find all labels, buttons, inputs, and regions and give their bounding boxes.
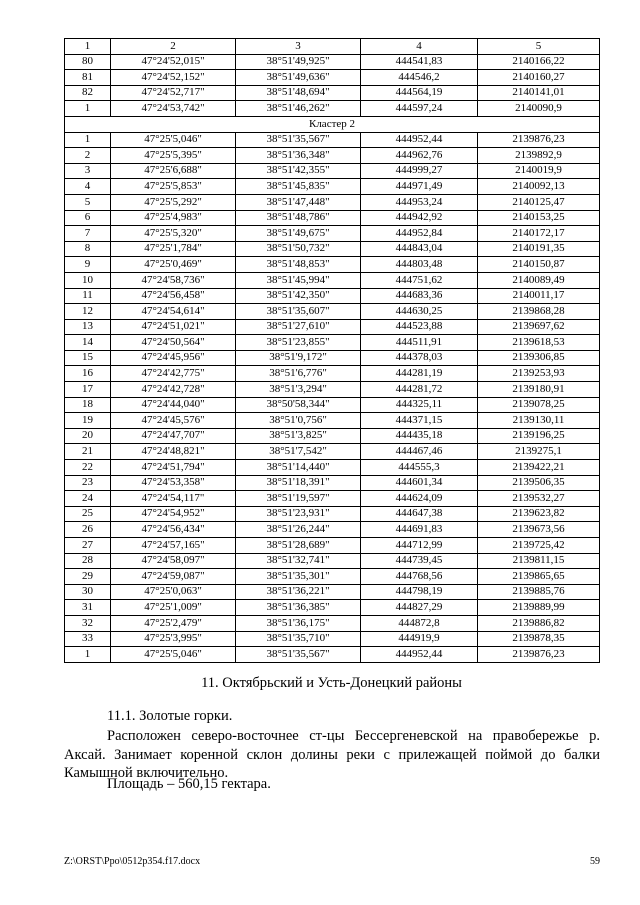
table-cell: 444971,49	[361, 179, 478, 195]
table-cell: 38°51'35,607"	[236, 304, 361, 320]
table-cell: 47°24'45,956"	[111, 350, 236, 366]
table-cell: 38°51'42,350"	[236, 288, 361, 304]
table-cell: 444281,19	[361, 366, 478, 382]
table-row	[65, 460, 600, 476]
table-cell: 2139889,99	[478, 600, 600, 616]
table-cell: 2139506,35	[478, 475, 600, 491]
point-number-cell: 22	[65, 460, 111, 476]
table-cell: 47°24'52,015"	[111, 54, 236, 70]
table-cell: 38°51'26,244"	[236, 522, 361, 538]
point-number-cell: 24	[65, 491, 111, 507]
point-number-cell: 2	[65, 148, 111, 164]
table-row	[65, 335, 600, 351]
header-cell: 3	[236, 39, 361, 55]
point-number-cell: 21	[65, 444, 111, 460]
section-heading: 11. Октябрьский и Усть-Донецкий районы	[201, 675, 462, 691]
table-cell: 38°51'3,294"	[236, 382, 361, 398]
table-row	[65, 413, 600, 429]
table-row	[65, 257, 600, 273]
table-cell: 38°51'49,675"	[236, 226, 361, 242]
table-cell: 2139275,1	[478, 444, 600, 460]
footer-file-path: Z:\ORST\Ppo\0512p354.f17.docx	[64, 856, 201, 867]
table-cell: 47°24'59,087"	[111, 569, 236, 585]
table-row	[65, 522, 600, 538]
point-number-cell: 28	[65, 553, 111, 569]
point-number-cell: 11	[65, 288, 111, 304]
table-cell: 2139868,28	[478, 304, 600, 320]
table-cell: 2140019,9	[478, 163, 600, 179]
table-cell: 444541,83	[361, 54, 478, 70]
table-cell: 38°50'58,344"	[236, 397, 361, 413]
table-cell: 47°25'0,063"	[111, 584, 236, 600]
table-cell: 444281,72	[361, 382, 478, 398]
point-number-cell: 82	[65, 85, 111, 101]
point-number-cell: 1	[65, 132, 111, 148]
point-number-cell: 27	[65, 538, 111, 554]
table-cell: 47°25'0,469"	[111, 257, 236, 273]
point-number-cell: 80	[65, 54, 111, 70]
table-cell: 38°51'48,853"	[236, 257, 361, 273]
point-number-cell: 1	[65, 647, 111, 663]
table-cell: 444872,8	[361, 615, 478, 631]
table-row	[65, 179, 600, 195]
table-cell: 444962,76	[361, 148, 478, 164]
table-row	[65, 600, 600, 616]
table-cell: 47°24'45,576"	[111, 413, 236, 429]
table-cell: 38°51'47,448"	[236, 194, 361, 210]
table-row	[65, 350, 600, 366]
point-number-cell: 18	[65, 397, 111, 413]
table-cell: 47°25'2,479"	[111, 615, 236, 631]
table-cell: 38°51'45,994"	[236, 272, 361, 288]
table-cell: 38°51'35,567"	[236, 132, 361, 148]
table-cell: 47°25'5,046"	[111, 647, 236, 663]
table-cell: 444691,83	[361, 522, 478, 538]
table-cell: 444647,38	[361, 506, 478, 522]
table-row	[65, 397, 600, 413]
table-cell: 38°51'9,172"	[236, 350, 361, 366]
table-row	[65, 553, 600, 569]
table-cell: 444325,11	[361, 397, 478, 413]
subsection-heading: 11.1. Золотые горки.	[107, 708, 233, 724]
table-row	[65, 85, 600, 101]
table-row	[65, 241, 600, 257]
point-number-cell: 81	[65, 70, 111, 86]
table-cell: 2139878,35	[478, 631, 600, 647]
table-cell: 444952,44	[361, 647, 478, 663]
table-cell: 47°24'51,021"	[111, 319, 236, 335]
table-cell: 444378,03	[361, 350, 478, 366]
point-number-cell: 29	[65, 569, 111, 585]
table-cell: 47°24'52,717"	[111, 85, 236, 101]
table-cell: 47°24'50,564"	[111, 335, 236, 351]
table-cell: 444435,18	[361, 428, 478, 444]
table-cell: 2139697,62	[478, 319, 600, 335]
table-cell: 444523,88	[361, 319, 478, 335]
point-number-cell: 6	[65, 210, 111, 226]
table-row	[65, 475, 600, 491]
coordinates-table-body	[65, 39, 600, 663]
table-cell: 444803,48	[361, 257, 478, 273]
header-cell: 5	[478, 39, 600, 55]
table-cell: 38°51'42,355"	[236, 163, 361, 179]
table-cell: 38°51'49,925"	[236, 54, 361, 70]
table-cell: 38°51'3,825"	[236, 428, 361, 444]
point-number-cell: 26	[65, 522, 111, 538]
point-number-cell: 13	[65, 319, 111, 335]
table-cell: 38°51'46,262"	[236, 101, 361, 117]
table-cell: 38°51'27,610"	[236, 319, 361, 335]
table-cell: 444798,19	[361, 584, 478, 600]
description-paragraph: Расположен северо-восточнее ст-цы Бессергеневской на правобережье р. Аксай. Занимает коренной склон долины реки с прилежащей поймой до балки Камышной включительно.	[64, 728, 600, 781]
table-cell: 38°51'36,385"	[236, 600, 361, 616]
cluster-row	[65, 116, 600, 132]
table-cell: 2139865,65	[478, 569, 600, 585]
point-number-cell: 25	[65, 506, 111, 522]
table-cell: 47°24'42,728"	[111, 382, 236, 398]
header-cell: 1	[65, 39, 111, 55]
table-cell: 444467,46	[361, 444, 478, 460]
table-row	[65, 444, 600, 460]
table-cell: 444751,62	[361, 272, 478, 288]
table-cell: 444919,9	[361, 631, 478, 647]
table-cell: 2139532,27	[478, 491, 600, 507]
table-cell: 2139306,85	[478, 350, 600, 366]
table-cell: 2140191,35	[478, 241, 600, 257]
table-row	[65, 132, 600, 148]
cluster-label: Кластер 2	[65, 116, 600, 132]
table-cell: 47°24'52,152"	[111, 70, 236, 86]
table-row	[65, 631, 600, 647]
table-cell: 38°51'23,931"	[236, 506, 361, 522]
header-cell: 4	[361, 39, 478, 55]
table-row	[65, 288, 600, 304]
table-cell: 47°24'54,614"	[111, 304, 236, 320]
table-cell: 38°51'49,636"	[236, 70, 361, 86]
table-cell: 444601,34	[361, 475, 478, 491]
point-number-cell: 8	[65, 241, 111, 257]
table-cell: 444597,24	[361, 101, 478, 117]
point-number-cell: 3	[65, 163, 111, 179]
table-cell: 444952,84	[361, 226, 478, 242]
table-cell: 38°51'45,835"	[236, 179, 361, 195]
table-cell: 2139180,91	[478, 382, 600, 398]
table-cell: 38°51'32,741"	[236, 553, 361, 569]
table-cell: 2140150,87	[478, 257, 600, 273]
table-row	[65, 538, 600, 554]
table-cell: 47°24'47,707"	[111, 428, 236, 444]
table-cell: 38°51'28,689"	[236, 538, 361, 554]
coordinates-table	[64, 38, 600, 663]
point-number-cell: 12	[65, 304, 111, 320]
table-cell: 47°24'58,097"	[111, 553, 236, 569]
table-row	[65, 382, 600, 398]
point-number-cell: 15	[65, 350, 111, 366]
table-cell: 2139618,53	[478, 335, 600, 351]
table-cell: 38°51'19,597"	[236, 491, 361, 507]
table-cell: 47°25'5,046"	[111, 132, 236, 148]
point-number-cell: 31	[65, 600, 111, 616]
table-cell: 2140153,25	[478, 210, 600, 226]
table-cell: 444712,99	[361, 538, 478, 554]
table-cell: 444942,92	[361, 210, 478, 226]
table-cell: 38°51'0,756"	[236, 413, 361, 429]
table-cell: 47°24'44,040"	[111, 397, 236, 413]
table-row	[65, 491, 600, 507]
point-number-cell: 30	[65, 584, 111, 600]
table-row	[65, 210, 600, 226]
table-cell: 38°51'7,542"	[236, 444, 361, 460]
table-cell: 38°51'23,855"	[236, 335, 361, 351]
table-cell: 2140172,17	[478, 226, 600, 242]
table-cell: 47°24'56,434"	[111, 522, 236, 538]
table-cell: 47°24'56,458"	[111, 288, 236, 304]
table-cell: 47°25'3,995"	[111, 631, 236, 647]
table-row	[65, 569, 600, 585]
table-cell: 2139892,9	[478, 148, 600, 164]
table-cell: 38°51'50,732"	[236, 241, 361, 257]
table-row	[65, 163, 600, 179]
point-number-cell: 33	[65, 631, 111, 647]
table-cell: 38°51'36,175"	[236, 615, 361, 631]
point-number-cell: 4	[65, 179, 111, 195]
table-cell: 47°24'53,358"	[111, 475, 236, 491]
table-cell: 2140090,9	[478, 101, 600, 117]
table-cell: 2140166,22	[478, 54, 600, 70]
point-number-cell: 32	[65, 615, 111, 631]
point-number-cell: 9	[65, 257, 111, 273]
table-cell: 38°51'35,710"	[236, 631, 361, 647]
table-cell: 444953,24	[361, 194, 478, 210]
table-cell: 38°51'6,776"	[236, 366, 361, 382]
table-row	[65, 506, 600, 522]
table-cell: 444952,44	[361, 132, 478, 148]
table-cell: 38°51'36,348"	[236, 148, 361, 164]
table-cell: 47°24'54,952"	[111, 506, 236, 522]
table-row	[65, 70, 600, 86]
table-cell: 2139078,25	[478, 397, 600, 413]
table-cell: 2139673,56	[478, 522, 600, 538]
table-cell: 47°24'57,165"	[111, 538, 236, 554]
table-cell: 47°25'5,395"	[111, 148, 236, 164]
table-cell: 2139623,82	[478, 506, 600, 522]
table-cell: 2139196,25	[478, 428, 600, 444]
table-cell: 38°51'35,567"	[236, 647, 361, 663]
table-cell: 444546,2	[361, 70, 478, 86]
table-cell: 2140089,49	[478, 272, 600, 288]
table-cell: 2139725,42	[478, 538, 600, 554]
table-cell: 444371,15	[361, 413, 478, 429]
point-number-cell: 20	[65, 428, 111, 444]
point-number-cell: 5	[65, 194, 111, 210]
table-cell: 2140125,47	[478, 194, 600, 210]
table-row	[65, 101, 600, 117]
table-cell: 444843,04	[361, 241, 478, 257]
area-text: Площадь – 560,15 гектара.	[107, 776, 271, 792]
table-cell: 47°24'48,821"	[111, 444, 236, 460]
table-cell: 2140141,01	[478, 85, 600, 101]
point-number-cell: 19	[65, 413, 111, 429]
table-row	[65, 148, 600, 164]
table-cell: 444564,19	[361, 85, 478, 101]
table-row	[65, 647, 600, 663]
table-cell: 47°24'53,742"	[111, 101, 236, 117]
table-cell: 47°25'5,292"	[111, 194, 236, 210]
table-row	[65, 428, 600, 444]
table-cell: 2140160,27	[478, 70, 600, 86]
table-row	[65, 194, 600, 210]
table-cell: 38°51'36,221"	[236, 584, 361, 600]
table-row	[65, 54, 600, 70]
table-cell: 444827,29	[361, 600, 478, 616]
point-number-cell: 7	[65, 226, 111, 242]
point-number-cell: 17	[65, 382, 111, 398]
point-number-cell: 16	[65, 366, 111, 382]
table-row	[65, 304, 600, 320]
table-cell: 444739,45	[361, 553, 478, 569]
table-cell: 47°25'1,784"	[111, 241, 236, 257]
table-cell: 2139876,23	[478, 647, 600, 663]
table-cell: 47°24'54,117"	[111, 491, 236, 507]
table-cell: 2140011,17	[478, 288, 600, 304]
table-cell: 444999,27	[361, 163, 478, 179]
table-row	[65, 226, 600, 242]
table-cell: 2139876,23	[478, 132, 600, 148]
point-number-cell: 10	[65, 272, 111, 288]
table-cell: 47°25'1,009"	[111, 600, 236, 616]
table-cell: 2139885,76	[478, 584, 600, 600]
table-cell: 47°24'42,775"	[111, 366, 236, 382]
table-cell: 444630,25	[361, 304, 478, 320]
table-cell: 2140092,13	[478, 179, 600, 195]
point-number-cell: 23	[65, 475, 111, 491]
table-cell: 47°25'6,688"	[111, 163, 236, 179]
table-row	[65, 615, 600, 631]
table-cell: 38°51'48,786"	[236, 210, 361, 226]
table-cell: 444555,3	[361, 460, 478, 476]
table-cell: 2139253,93	[478, 366, 600, 382]
table-cell: 47°25'5,320"	[111, 226, 236, 242]
table-cell: 38°51'35,301"	[236, 569, 361, 585]
table-header-row	[65, 39, 600, 55]
table-cell: 2139130,11	[478, 413, 600, 429]
table-row	[65, 366, 600, 382]
table-cell: 38°51'14,440"	[236, 460, 361, 476]
table-cell: 2139886,82	[478, 615, 600, 631]
table-cell: 47°25'4,983"	[111, 210, 236, 226]
table-cell: 444683,36	[361, 288, 478, 304]
table-row	[65, 584, 600, 600]
table-row	[65, 319, 600, 335]
table-cell: 2139811,15	[478, 553, 600, 569]
table-cell: 47°25'5,853"	[111, 179, 236, 195]
table-cell: 2139422,21	[478, 460, 600, 476]
point-number-cell: 1	[65, 101, 111, 117]
page-number: 59	[590, 856, 600, 867]
point-number-cell: 14	[65, 335, 111, 351]
table-row	[65, 272, 600, 288]
table-cell: 444768,56	[361, 569, 478, 585]
table-cell: 38°51'18,391"	[236, 475, 361, 491]
table-cell: 47°24'51,794"	[111, 460, 236, 476]
table-cell: 47°24'58,736"	[111, 272, 236, 288]
table-cell: 38°51'48,694"	[236, 85, 361, 101]
header-cell: 2	[111, 39, 236, 55]
table-cell: 444624,09	[361, 491, 478, 507]
table-cell: 444511,91	[361, 335, 478, 351]
